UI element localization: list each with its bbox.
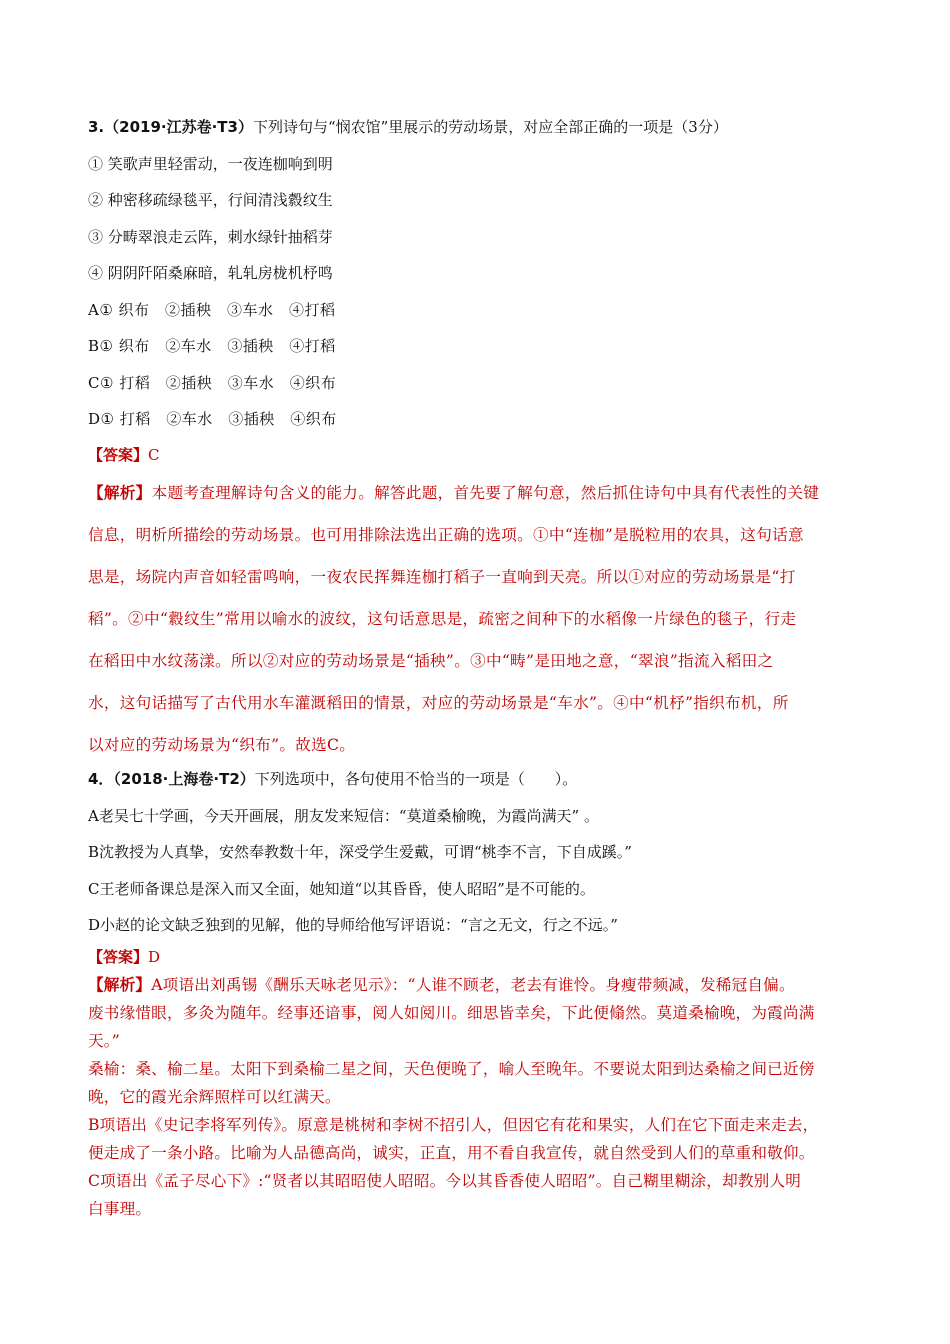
- analysis-text: A项语出刘禹锡《酬乐天咏老见示》：“人谁不顾老，老去有谁怜。身瘦带频减，发稀冠自偏。: [151, 976, 795, 994]
- q4-analysis-line-4: 桑榆：桑、榆二星。太阳下到桑榆二星之间，天色便晚了，喻人至晚年。不要说太阳到达桑榆之间已近傍: [88, 1060, 815, 1078]
- option-a: A① 织布 ②插秧 ③车水 ④打稻: [88, 301, 336, 319]
- q4-option-d: D小赵的论文缺乏独到的见解，他的导师给他写评语说：“言之无文，行之不远。”: [88, 916, 618, 934]
- q4-analysis-line-6: B项语出《史记李将军列传》。原意是桃树和李树不招引人，但因它有花和果实，人们在它下面走来走去，: [88, 1116, 819, 1134]
- analysis-text: 本题考查理解诗句含义的能力。解答此题，首先要了解句意，然后抓住诗句中具有代表性的关键: [151, 484, 820, 502]
- q4-option-b: B沈教授为人真挚，安然奉教数十年，深受学生爱戴，可谓“桃李不言，下自成蹊。”: [88, 843, 632, 861]
- q4-analysis-line-5: 晚，它的霞光余辉照样可以红满天。: [88, 1088, 341, 1106]
- q3-analysis-line-4: 稻”。②中“縠纹生”常用以喻水的波纹，这句话意思是，疏密之间种下的水稻像一片绿色的毯子，行走: [88, 610, 797, 628]
- question-3-stem: 下列诗句与“悯农馆”里展示的劳动场景，对应全部正确的一项是（3分）: [252, 118, 728, 136]
- question-4-source: 4．（2018·上海卷·T2）: [88, 770, 255, 788]
- q4-analysis-line-3: 天。”: [88, 1032, 120, 1050]
- answer-value: D: [148, 948, 161, 966]
- q3-analysis-line-3: 思是，场院内声音如轻雷鸣响，一夜农民挥舞连枷打稻子一直响到天亮。所以①对应的劳动场景是“打: [88, 568, 796, 586]
- option-d: D① 打稻 ②车水 ③插秧 ④织布: [88, 410, 337, 428]
- q4-analysis-line-8: C项语出《孟子尽心下》:“贤者以其昭昭使人昭昭。今以其昏香使人昭昭”。自己糊里糊涂，却教别人明: [88, 1172, 802, 1190]
- answer-value: C: [148, 446, 160, 464]
- q3-answer: [88, 444, 160, 465]
- q4-analysis-line-2: 废书缘惜眼，多灸为随年。经事还谙事，阅人如阅川。细思皆幸矣，下此便翛然。莫道桑榆晚，为霞尚满: [88, 1004, 815, 1022]
- poem-line-3: ③ 分畴翠浪走云阵，刺水绿针抽稻芽: [88, 228, 333, 246]
- answer-tag: 【答案】: [88, 948, 149, 966]
- option-c: C① 打稻 ②插秧 ③车水 ④织布: [88, 374, 337, 392]
- option-b: B① 织布 ②车水 ③插秧 ④打稻: [88, 337, 336, 355]
- analysis-tag: 【解析】: [88, 484, 152, 502]
- question-4-title: [88, 768, 577, 789]
- q3-analysis-line-2: 信息，明析所描绘的劳动场景。也可用排除法选出正确的选项。①中“连枷”是脱粒用的农具，这句话意: [88, 526, 804, 544]
- q3-analysis-line-7: 以对应的劳动场景为“织布”。故选C。: [88, 736, 356, 754]
- q4-option-a: A老吴七十学画，今天开画展，朋友发来短信：“莫道桑榆晚，为霞尚满天” 。: [88, 807, 599, 825]
- q3-analysis-line-1: [88, 481, 819, 503]
- poem-line-4: ④ 阴阴阡陌桑麻暗，轧轧房栊机杼鸣: [88, 264, 333, 282]
- q4-analysis-line-7: 便走成了一条小路。比喻为人品德高尚，诚实，正直，用不看自我宣传，就自然受到人们的草重和敬仰。: [88, 1144, 815, 1162]
- q4-analysis-line-1: [88, 973, 795, 995]
- analysis-tag: 【解析】: [88, 976, 152, 994]
- answer-tag: 【答案】: [88, 446, 149, 464]
- poem-line-2: ② 种密移疏绿毯平，行间清浅縠纹生: [88, 191, 333, 209]
- q4-option-c: C王老师备课总是深入而又全面，她知道“以其昏昏，使人昭昭”是不可能的。: [88, 880, 595, 898]
- q4-analysis-line-9: 白事理。: [88, 1200, 152, 1218]
- q3-analysis-line-5: 在稻田中水纹荡漾。所以②对应的劳动场景是“插秧”。③中“畴”是田地之意，“翠浪”指流入稻田之: [88, 652, 774, 670]
- poem-line-1: ① 笑歌声里轻雷动，一夜连枷响到明: [88, 155, 333, 173]
- question-3-title: [88, 116, 728, 137]
- question-3-source: 3.（2019·江苏卷·T3）: [88, 118, 253, 136]
- question-4-stem: 下列选项中，各句使用不恰当的一项是（ ）。: [254, 770, 578, 788]
- q4-answer: [88, 946, 160, 967]
- q3-analysis-line-6: 水，这句话描写了古代用水车灌溉稻田的情景，对应的劳动场景是“车水”。④中“机杼”指织布机，所: [88, 694, 789, 712]
